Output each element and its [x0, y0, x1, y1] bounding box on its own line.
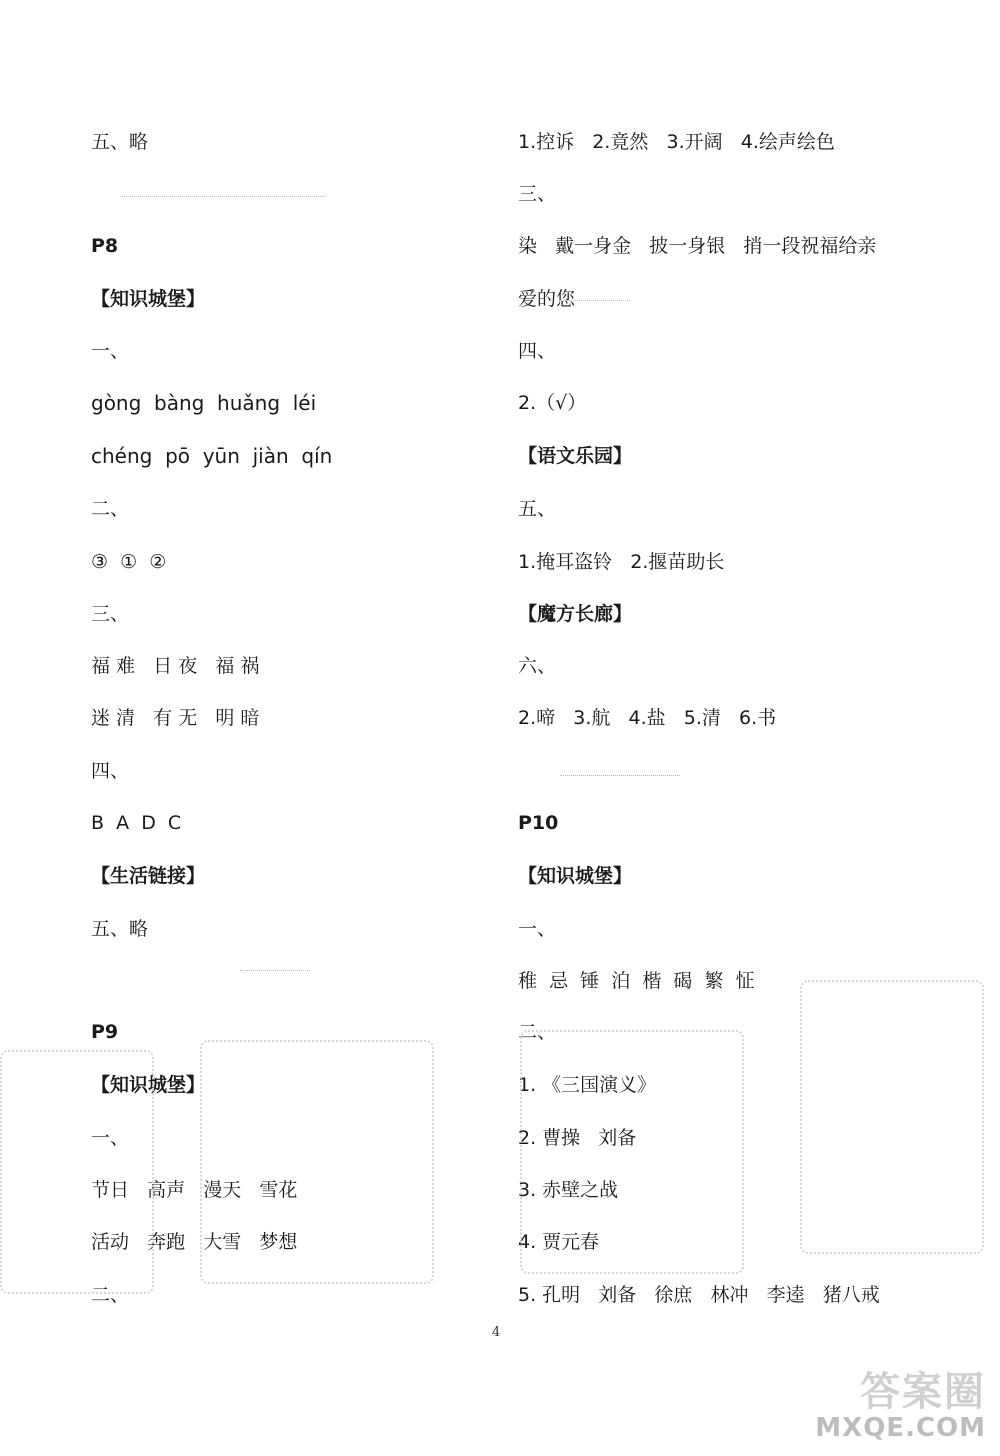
watermark-shape — [520, 1030, 744, 1274]
page-heading: P9 — [91, 1021, 119, 1043]
question-number: 一、 — [91, 340, 130, 362]
section-heading: 【语文乐园】 — [518, 445, 633, 467]
answer-line: 5. 孔明 刘备 徐庶 林冲 李逵 猪八戒 — [518, 1284, 880, 1306]
question-number: 二、 — [518, 1021, 557, 1043]
answer-line: 2.啼 3.航 4.盐 5.清 6.书 — [518, 707, 777, 729]
pinyin-line: chéng pō yūn jiàn qín — [91, 444, 333, 468]
section-heading: 【魔方长廊】 — [518, 603, 633, 625]
answer-line: 爱的您 — [518, 288, 576, 310]
answer-line: B A D C — [91, 812, 182, 834]
question-number: 二、 — [91, 498, 130, 520]
page-heading: P8 — [91, 235, 119, 257]
question-number: 四、 — [91, 760, 130, 782]
section-heading: 【生活链接】 — [91, 865, 206, 887]
answer-line: 2. 曹操 刘备 — [518, 1127, 637, 1149]
question-number: 一、 — [518, 918, 557, 940]
watermark-shape — [200, 1040, 434, 1284]
logo-site: MXQE.COM — [815, 1413, 986, 1443]
answer-line: 4. 贾元春 — [518, 1231, 600, 1253]
scan-speck — [240, 970, 310, 972]
answer-line: 3. 赤壁之战 — [518, 1179, 619, 1201]
pinyin-line: gòng bàng huǎng léi — [91, 391, 317, 415]
scan-speck — [560, 775, 680, 777]
watermark-shape — [0, 1050, 154, 1294]
answer-line: 迷 清 有 无 明 暗 — [91, 707, 260, 729]
answer-line: 五、略 — [91, 918, 149, 940]
question-number: 三、 — [91, 603, 130, 625]
question-number: 六、 — [518, 655, 557, 677]
question-number: 三、 — [518, 183, 557, 205]
logo-mark: 答案圈 — [860, 1369, 986, 1415]
scan-speck — [560, 300, 630, 302]
answer-line: 染 戴一身金 披一身银 捎一段祝福给亲 — [518, 235, 877, 257]
answer-line: 稚 忌 锤 泊 楷 碣 繁 怔 — [518, 970, 755, 992]
question-number: 一、 — [91, 1127, 130, 1149]
answer-line: 节日 高声 漫天 雪花 — [91, 1179, 298, 1201]
question-number: 四、 — [518, 340, 557, 362]
section-heading: 【知识城堡】 — [91, 1074, 206, 1096]
answer-line: ③ ① ② — [91, 551, 167, 573]
page-number: 4 — [492, 1325, 501, 1340]
answer-line: 1. 《三国演义》 — [518, 1074, 657, 1096]
watermark-shape — [800, 980, 984, 1254]
answer-line: 1.控诉 2.竟然 3.开阔 4.绘声绘色 — [518, 131, 835, 153]
section-heading: 【知识城堡】 — [91, 288, 206, 310]
question-number: 二、 — [91, 1284, 130, 1306]
page-heading: P10 — [518, 812, 559, 834]
section-heading: 【知识城堡】 — [518, 865, 633, 887]
answer-line: 活动 奔跑 大雪 梦想 — [91, 1231, 298, 1253]
watermark-logo — [796, 1370, 986, 1450]
scan-speck — [120, 196, 325, 198]
answer-line: 五、略 — [91, 131, 149, 153]
answer-line: 1.掩耳盗铃 2.揠苗助长 — [518, 551, 725, 573]
answer-line: 福 难 日 夜 福 祸 — [91, 655, 260, 677]
answer-line: 2.（√） — [518, 392, 587, 414]
question-number: 五、 — [518, 498, 557, 520]
